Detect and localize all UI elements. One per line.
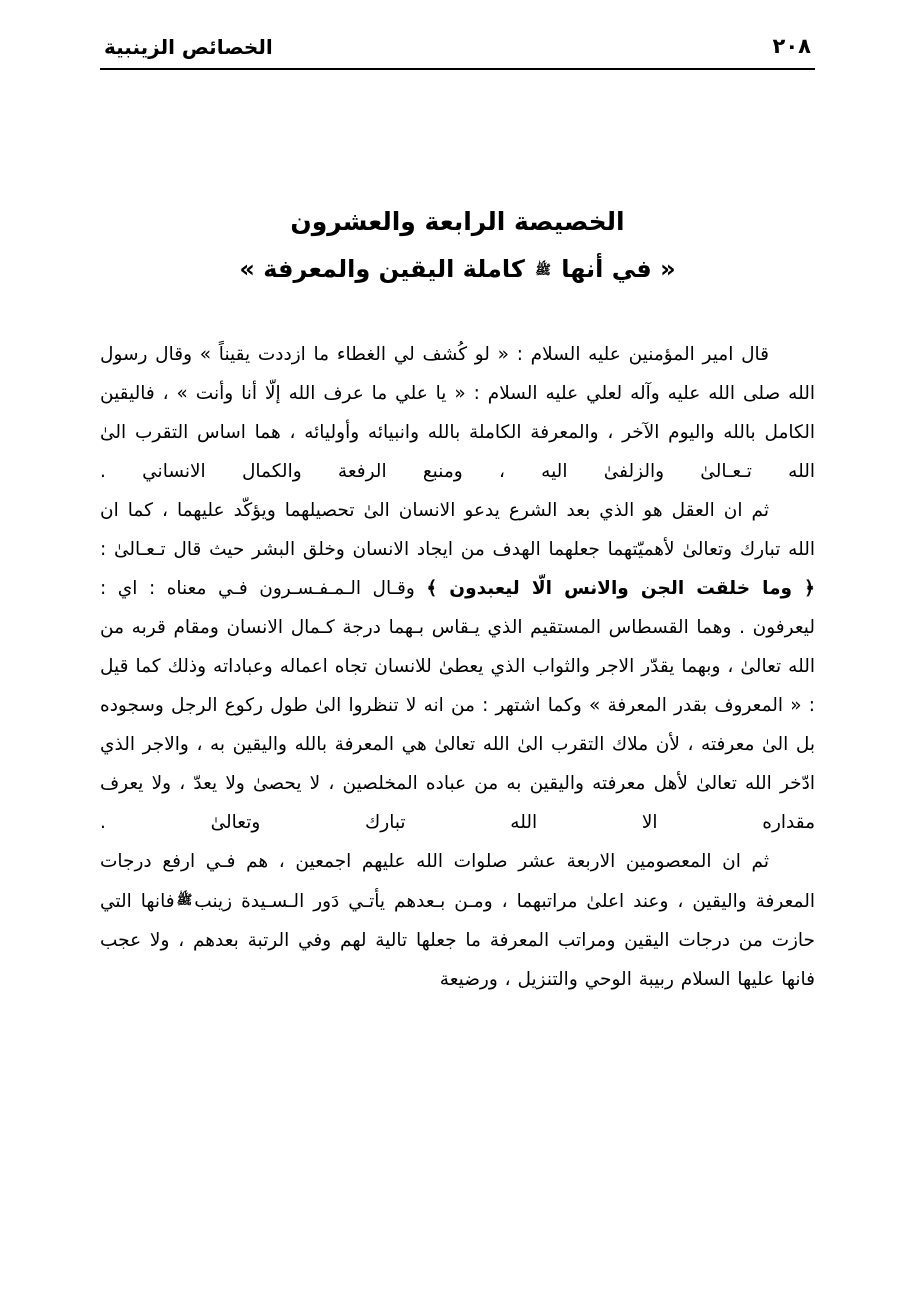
page-body: [100, 335, 815, 999]
title-block: [100, 205, 815, 287]
page-header: [100, 34, 815, 64]
subtitle-part-before: « في أنها: [561, 254, 676, 283]
quran-verse: ﴿ وما خلقت الجن والانس الّا ليعبدون ﴾: [426, 577, 815, 599]
paragraph-3-part-a: ثم ان المعصومين الاربعة عشر صلوات الله عليهم اجمعين ، هم فـي ارفع درجات المعرفة واليقين ، وعند اعلىٰ مراتبهما ، ومـن بـعدهم يأتـي دَور الـسـيدة زينب: [100, 850, 815, 912]
chapter-subtitle: [100, 251, 815, 287]
subtitle-part-after: كاملة اليقين والمعرفة »: [239, 254, 525, 283]
paragraph-3: [100, 842, 815, 999]
paragraph-2: [100, 491, 815, 842]
header-divider: [100, 68, 815, 70]
honorific-symbol-icon: ﷺ: [535, 262, 551, 278]
honorific-symbol-icon-2: ﷺ: [176, 892, 193, 908]
paragraph-2-part-b: وقـال الـمـفـسـرون فـي معناه : اي : ليعرفون . وهما القسطاس المستقيم الذي يـقاس بـهما درجة كـمال الانسان ومقام قربه من الله تعالىٰ ، وبهما يقدّر الاجر والثواب الذي يعطىٰ للانسان تجاه اعماله وعباداته وذلك كما قيل : « المعروف بقدر المعرفة » وكما اشتهر : من انه لا تنظروا الىٰ طول ركوع الرجل وسجوده بل الىٰ معرفته ، لأن ملاك التقرب الىٰ الله تعالىٰ هي المعرفة بالله واليقين به ، والاجر الذي ادّخر الله تعالىٰ لأهل معرفته واليقين به من عباده المخلصين ، لا يحصىٰ ولا يعدّ ، ولا يعرف مقداره الا الله تبارك وتعالىٰ .: [100, 577, 815, 833]
paragraph-2-part-a: ثم ان العقل هو الذي بعد الشرع يدعو الانسان الىٰ تحصيلهما ويؤكّد عليهما ، كما ان الله تبارك وتعالىٰ لأهميّتهما جعلهما الهدف من ايجاد الانسان وخلق البشر حيث قال تـعـالىٰ :: [100, 499, 815, 560]
paragraph-3-part-b: فانها التي حازت من درجات اليقين ومراتب المعرفة ما جعلها تالية لهم وفي الرتبة بعدهم ، ولا عجب فانها عليها السلام ربيبة الوحي والتنزيل ، ورضيعة: [100, 890, 815, 990]
book-title: الخصائص الزينبية: [104, 35, 273, 59]
chapter-title: الخصيصة الرابعة والعشرون: [290, 207, 625, 236]
page-number: ٢٠٨: [772, 34, 811, 58]
paragraph-1: قال امير المؤمنين عليه السلام : « لو كُشف لي الغطاء ما ازددت يقيناً » وقال رسول الله صلى الله عليه وآله لعلي عليه السلام : « يا علي ما عرف الله إلّا أنا وأنت » ، فاليقين الكامل بالله واليوم الآخر ، والمعرفة الكاملة بالله وانبيائه وأوليائه ، هما اساس التقرب الىٰ الله تـعـالىٰ والزلفىٰ اليه ، ومنبع الرفعة والكمال الانساني .: [100, 343, 815, 482]
